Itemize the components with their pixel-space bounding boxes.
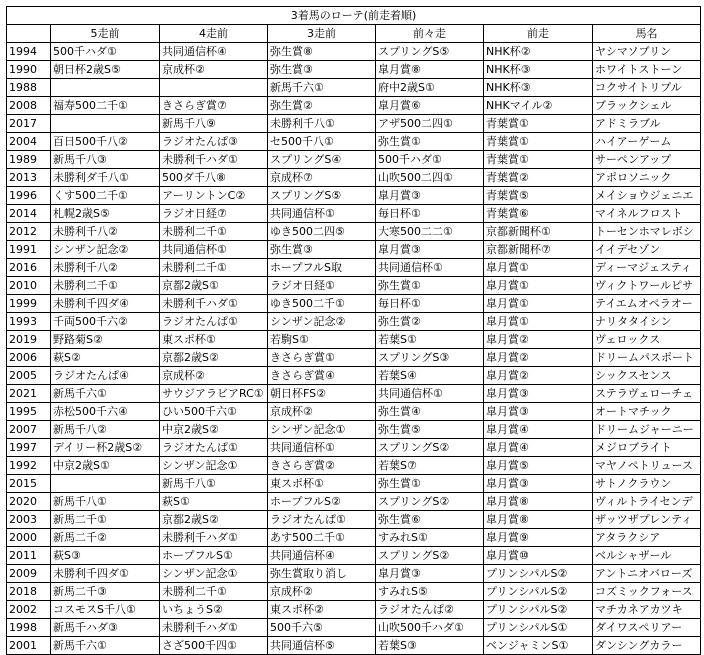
table-cell: ラジオたんぱ①: [160, 313, 268, 331]
table-cell: 弥生賞⑥: [376, 511, 484, 529]
title-row: [7, 7, 701, 25]
table-cell: スプリングS②: [376, 547, 484, 565]
table-cell: 新馬千六①: [51, 637, 160, 655]
table-cell: スプリングS⑤: [268, 187, 376, 205]
table-cell: プリンシパルS①: [484, 619, 593, 637]
table-cell: NHK杯②: [484, 43, 593, 61]
table-cell: 山吹500千ハダ①: [376, 619, 484, 637]
table-cell: ホープフルS②: [268, 493, 376, 511]
table-cell: 京成杯⑦: [268, 169, 376, 187]
table-cell: 弥生賞⑧: [268, 43, 376, 61]
year-cell: 2018: [7, 583, 51, 601]
table-cell: ラジオたんぱ③: [160, 133, 268, 151]
table-cell: セ500千八①: [268, 133, 376, 151]
column-header: 5走前: [51, 25, 160, 43]
table-cell: 皐月賞③: [376, 565, 484, 583]
table-cell: マイネルフロスト: [593, 205, 701, 223]
table-cell: ベンジャミンS①: [484, 637, 593, 655]
year-cell: 1991: [7, 241, 51, 259]
table-cell: 皐月賞③: [484, 403, 593, 421]
table-cell: 弥生賞③: [268, 61, 376, 79]
table-cell: ラジオたんぱ①: [160, 439, 268, 457]
table-cell: きさらぎ賞⑦: [160, 97, 268, 115]
table-row: [7, 493, 701, 511]
table-cell: ヤシマソブリン: [593, 43, 701, 61]
table-row: [7, 295, 701, 313]
table-cell: いちょうS②: [160, 601, 268, 619]
table-cell: 皐月賞⑧: [484, 511, 593, 529]
table-cell: シンザン記念②: [268, 313, 376, 331]
table-row: [7, 133, 701, 151]
table-cell: コクサイトリプル: [593, 79, 701, 97]
table-cell: 京成杯②: [160, 367, 268, 385]
table-cell: 未勝利千八①: [268, 115, 376, 133]
table-body: [7, 7, 701, 655]
table-cell: さざ500千四①: [160, 637, 268, 655]
table-row: [7, 367, 701, 385]
table-cell: 若葉S①: [376, 331, 484, 349]
table-cell: 皐月賞②: [484, 331, 593, 349]
table-cell: プリンシパルS②: [484, 601, 593, 619]
table-cell: シンザン記念①: [268, 421, 376, 439]
table-cell: 弥生賞①: [376, 277, 484, 295]
year-cell: 2021: [7, 385, 51, 403]
table-cell: 百日500千八②: [51, 133, 160, 151]
table-cell: 若葉S④: [376, 367, 484, 385]
table-cell: 毎日杯①: [376, 205, 484, 223]
table-cell: 未勝利二千①: [160, 223, 268, 241]
table-row: [7, 97, 701, 115]
table-cell: シンザン記念②: [51, 241, 160, 259]
table-cell: サーペンアップ: [593, 151, 701, 169]
year-cell: 1994: [7, 43, 51, 61]
year-cell: 2000: [7, 529, 51, 547]
table-row: [7, 79, 701, 97]
table-row: [7, 349, 701, 367]
table-cell: 未勝利千ハダ①: [160, 295, 268, 313]
table-cell: NHK杯③: [484, 61, 593, 79]
table-cell: 千両500千六②: [51, 313, 160, 331]
table-cell: 朝日杯FS②: [268, 385, 376, 403]
table-cell: 皐月賞③: [376, 187, 484, 205]
table-row: [7, 547, 701, 565]
table-cell: ブラックシェル: [593, 97, 701, 115]
table-cell: 新馬千六①: [51, 385, 160, 403]
table-cell: 未勝利二千①: [51, 277, 160, 295]
table-cell: マヤノペトリュース: [593, 457, 701, 475]
table-cell: スプリングS④: [268, 151, 376, 169]
table-cell: マチカネアカツキ: [593, 601, 701, 619]
table-cell: 500千ハダ①: [376, 151, 484, 169]
year-cell: 1993: [7, 313, 51, 331]
table-cell: オートマチック: [593, 403, 701, 421]
table-cell: シックスセンス: [593, 367, 701, 385]
table-row: [7, 619, 701, 637]
table-cell: 未勝利二千①: [160, 259, 268, 277]
table-cell: ディーマジェスティ: [593, 259, 701, 277]
table-cell: イイデセゾン: [593, 241, 701, 259]
table-cell: ダンシングカラー: [593, 637, 701, 655]
year-cell: 2005: [7, 367, 51, 385]
table-cell: ダイワスペリアー: [593, 619, 701, 637]
table-cell: メジロブライト: [593, 439, 701, 457]
table-cell: スプリングS⑤: [376, 43, 484, 61]
table-cell: 毎日杯①: [376, 295, 484, 313]
table-cell: 若駒S①: [268, 331, 376, 349]
table-cell: プリンシパルS②: [484, 565, 593, 583]
table-cell: ラジオたんぱ④: [51, 367, 160, 385]
table-row: [7, 151, 701, 169]
table-cell: 皐月賞②: [484, 349, 593, 367]
table-cell: ホワイトストーン: [593, 61, 701, 79]
table-cell: 皐月賞⑧: [376, 61, 484, 79]
table-cell: [51, 115, 160, 133]
table-cell: 野路菊S②: [51, 331, 160, 349]
table-row: [7, 583, 701, 601]
table-row: [7, 331, 701, 349]
table-cell: 共同通信杯⑤: [268, 637, 376, 655]
table-cell: 弥生賞①: [376, 133, 484, 151]
table-cell: 500千ハダ①: [51, 43, 160, 61]
table-row: [7, 637, 701, 655]
table-cell: コスモスS千八①: [51, 601, 160, 619]
table-cell: 弥生賞②: [376, 313, 484, 331]
column-header: 馬名: [593, 25, 701, 43]
table-cell: 皐月賞⑨: [484, 529, 593, 547]
table-cell: 未勝利千ハダ①: [160, 151, 268, 169]
table-cell: [51, 79, 160, 97]
results-table: [6, 6, 701, 655]
table-cell: ホープフルS①: [160, 547, 268, 565]
table-cell: 萩S②: [51, 349, 160, 367]
table-cell: 新馬二千①: [51, 511, 160, 529]
table-row: [7, 43, 701, 61]
table-cell: サトノクラウン: [593, 475, 701, 493]
table-cell: 青葉賞⑥: [484, 205, 593, 223]
table-cell: 未勝利二千①: [160, 583, 268, 601]
table-row: [7, 115, 701, 133]
table-cell: 大寒500二二①: [376, 223, 484, 241]
table-cell: 新馬千ハダ③: [51, 619, 160, 637]
table-cell: 京成杯②: [160, 61, 268, 79]
table-cell: 朝日杯2歳S⑤: [51, 61, 160, 79]
table-cell: ザッツザプレンティ: [593, 511, 701, 529]
table-cell: スプリングS②: [376, 493, 484, 511]
year-cell: 2010: [7, 277, 51, 295]
table-cell: 赤松500千六④: [51, 403, 160, 421]
table-cell: 未勝利千四ダ④: [51, 295, 160, 313]
table-cell: 青葉賞①: [484, 133, 593, 151]
table-row: [7, 565, 701, 583]
year-cell: 1999: [7, 295, 51, 313]
table-cell: 京都2歳S②: [160, 349, 268, 367]
table-cell: ラジオたんぱ①: [268, 511, 376, 529]
year-cell: 2017: [7, 115, 51, 133]
table-row: [7, 421, 701, 439]
table-cell: 青葉賞①: [484, 151, 593, 169]
table-cell: 未勝利千四ダ①: [51, 565, 160, 583]
table-cell: NHKマイル②: [484, 97, 593, 115]
table-cell: 新馬千八①: [160, 475, 268, 493]
table-cell: アドミラブル: [593, 115, 701, 133]
table-cell: 弥生賞⑤: [376, 421, 484, 439]
table-cell: デイリー杯2歳S②: [51, 439, 160, 457]
table-cell: 京成杯②: [268, 583, 376, 601]
table-cell: 若葉S⑦: [376, 457, 484, 475]
table-cell: テイエムオペラオー: [593, 295, 701, 313]
table-cell: 皐月賞①: [484, 313, 593, 331]
year-cell: 2008: [7, 97, 51, 115]
table-cell: アントニオバローズ: [593, 565, 701, 583]
table-row: [7, 187, 701, 205]
table-cell: 皐月賞①: [484, 259, 593, 277]
table-cell: 未勝利千八②: [51, 259, 160, 277]
table-row: [7, 475, 701, 493]
year-cell: 2009: [7, 565, 51, 583]
table-cell: トーセンホマレボシ: [593, 223, 701, 241]
table-cell: ラジオたんぱ②: [376, 601, 484, 619]
table-cell: アザ500二四①: [376, 115, 484, 133]
table-row: [7, 385, 701, 403]
table-cell: 萩S③: [51, 547, 160, 565]
table-row: [7, 313, 701, 331]
table-cell: 500千六⑤: [268, 619, 376, 637]
table-cell: アタラクシア: [593, 529, 701, 547]
table-cell: ラジオ日経⑦: [160, 205, 268, 223]
table-cell: 皐月賞③: [376, 241, 484, 259]
year-cell: 2015: [7, 475, 51, 493]
table-cell: 京成杯②: [268, 403, 376, 421]
year-cell: 2006: [7, 349, 51, 367]
table-cell: 未勝利千ハダ①: [160, 619, 268, 637]
table-cell: 新馬千八⑨: [160, 115, 268, 133]
table-cell: くす500二千①: [51, 187, 160, 205]
year-cell: 2014: [7, 205, 51, 223]
table-cell: 共同通信杯④: [160, 43, 268, 61]
year-cell: 2002: [7, 601, 51, 619]
table-cell: サウジアラビアRC①: [160, 385, 268, 403]
column-header: 3走前: [268, 25, 376, 43]
table-row: [7, 511, 701, 529]
table-cell: ラジオ日経①: [268, 277, 376, 295]
table-cell: 共同通信杯①: [268, 205, 376, 223]
column-header: 前走: [484, 25, 593, 43]
table-cell: ヴェロックス: [593, 331, 701, 349]
column-header: 前々走: [376, 25, 484, 43]
table-row: [7, 259, 701, 277]
table-cell: あす500二千①: [268, 529, 376, 547]
table-cell: 共同通信杯④: [268, 547, 376, 565]
table-cell: 京都新聞杯①: [484, 223, 593, 241]
table-cell: 皐月賞③: [484, 475, 593, 493]
table-cell: 弥生賞④: [376, 403, 484, 421]
year-cell: 2001: [7, 637, 51, 655]
year-cell: 2011: [7, 547, 51, 565]
table-row: [7, 241, 701, 259]
year-cell: 2003: [7, 511, 51, 529]
table-cell: 弥生賞①: [376, 475, 484, 493]
table-cell: メイショウジェニエ: [593, 187, 701, 205]
table-cell: 皐月賞①: [484, 295, 593, 313]
table-cell: 新馬二千②: [51, 529, 160, 547]
table-cell: 青葉賞①: [484, 115, 593, 133]
table-cell: アポロソニック: [593, 169, 701, 187]
table-cell: きさらぎ賞②: [268, 457, 376, 475]
table-cell: 共同通信杯①: [376, 259, 484, 277]
table-cell: ステラヴェローチェ: [593, 385, 701, 403]
table-row: [7, 439, 701, 457]
table-cell: すみれS①: [376, 529, 484, 547]
table-cell: シンザン記念①: [160, 457, 268, 475]
table-row: [7, 277, 701, 295]
table-cell: 新馬千八②: [51, 421, 160, 439]
year-cell: 1995: [7, 403, 51, 421]
header-row: [7, 25, 701, 43]
year-cell: 2007: [7, 421, 51, 439]
year-cell: 1990: [7, 61, 51, 79]
table-cell: 新馬二千③: [51, 583, 160, 601]
table-cell: シンザン記念①: [160, 565, 268, 583]
table-cell: ひい500千六①: [160, 403, 268, 421]
column-header: 4走前: [160, 25, 268, 43]
table-cell: ドリームパスポート: [593, 349, 701, 367]
table-row: [7, 205, 701, 223]
year-cell: 1998: [7, 619, 51, 637]
table-cell: 新馬千八①: [51, 493, 160, 511]
table-row: [7, 61, 701, 79]
year-cell: 2012: [7, 223, 51, 241]
table-cell: 共同通信杯①: [268, 439, 376, 457]
table-cell: 皐月賞⑩: [484, 547, 593, 565]
table-row: [7, 601, 701, 619]
table-cell: 京都2歳S①: [160, 277, 268, 295]
table-cell: ナリタタイシン: [593, 313, 701, 331]
table-cell: 皐月賞④: [484, 421, 593, 439]
table-cell: きさらぎ賞④: [268, 367, 376, 385]
table-row: [7, 403, 701, 421]
table-cell: きさらぎ賞①: [268, 349, 376, 367]
table-cell: 未勝利ダ千八①: [51, 169, 160, 187]
year-cell: 2020: [7, 493, 51, 511]
table-cell: 若葉S③: [376, 637, 484, 655]
table-cell: 東スポ杯①: [268, 475, 376, 493]
table-cell: 府中2歳S①: [376, 79, 484, 97]
table-cell: ゆき500二四⑤: [268, 223, 376, 241]
table-cell: 新馬千八③: [51, 151, 160, 169]
table-cell: 共同通信杯①: [376, 385, 484, 403]
table-cell: ハイアーゲーム: [593, 133, 701, 151]
year-cell: 1997: [7, 439, 51, 457]
table-cell: ドリームジャーニー: [593, 421, 701, 439]
table-cell: 京都2歳S②: [160, 511, 268, 529]
table-cell: ヴィルトライセンデ: [593, 493, 701, 511]
table-cell: 新馬千六①: [268, 79, 376, 97]
year-cell: 2004: [7, 133, 51, 151]
table-cell: [160, 79, 268, 97]
table-cell: 皐月賞⑥: [376, 97, 484, 115]
year-cell: 2019: [7, 331, 51, 349]
table-cell: 青葉賞⑤: [484, 187, 593, 205]
table-cell: 弥生賞③: [268, 241, 376, 259]
table-cell: ゆき500二千①: [268, 295, 376, 313]
table-cell: プリンシパルS②: [484, 583, 593, 601]
table-cell: 青葉賞②: [484, 169, 593, 187]
table-row: [7, 529, 701, 547]
table-row: [7, 223, 701, 241]
table-cell: 中京2歳S②: [160, 421, 268, 439]
spreadsheet: [6, 6, 701, 655]
table-cell: 皐月賞⑧: [484, 493, 593, 511]
table-cell: 東スポ杯②: [268, 601, 376, 619]
table-cell: スプリングS②: [376, 439, 484, 457]
year-cell: 2016: [7, 259, 51, 277]
table-row: [7, 457, 701, 475]
year-cell: 1989: [7, 151, 51, 169]
table-cell: 山吹500二四①: [376, 169, 484, 187]
table-cell: すみれS⑤: [376, 583, 484, 601]
column-header: [7, 25, 51, 43]
table-cell: 共同通信杯①: [160, 241, 268, 259]
table-cell: 皐月賞④: [484, 439, 593, 457]
table-cell: 京都新聞杯⑦: [484, 241, 593, 259]
year-cell: 1996: [7, 187, 51, 205]
table-cell: 弥生賞②: [268, 97, 376, 115]
table-cell: スプリングS③: [376, 349, 484, 367]
table-cell: 皐月賞⑤: [484, 457, 593, 475]
table-cell: 未勝利千ハダ①: [160, 529, 268, 547]
table-cell: 萩S①: [160, 493, 268, 511]
table-cell: 皐月賞②: [484, 367, 593, 385]
table-cell: 中京2歳S①: [51, 457, 160, 475]
table-title: 3着馬のローテ(前走着順): [7, 7, 701, 25]
table-cell: 皐月賞③: [484, 385, 593, 403]
table-cell: ヴィクトワールピサ: [593, 277, 701, 295]
table-cell: 福寿500二千①: [51, 97, 160, 115]
table-cell: 未勝利千八②: [51, 223, 160, 241]
year-cell: 1988: [7, 79, 51, 97]
table-cell: [51, 475, 160, 493]
year-cell: 1992: [7, 457, 51, 475]
table-cell: 500ダ千八⑧: [160, 169, 268, 187]
table-cell: 皐月賞①: [484, 277, 593, 295]
table-cell: アーリントンC②: [160, 187, 268, 205]
table-cell: NHK杯③: [484, 79, 593, 97]
table-row: [7, 169, 701, 187]
table-cell: 札幌2歳S⑤: [51, 205, 160, 223]
table-cell: 弥生賞取り消し: [268, 565, 376, 583]
table-cell: ホープフルS取: [268, 259, 376, 277]
year-cell: 2013: [7, 169, 51, 187]
table-cell: コズミックフォース: [593, 583, 701, 601]
table-cell: 東スポ杯①: [160, 331, 268, 349]
table-cell: ベルシャザール: [593, 547, 701, 565]
